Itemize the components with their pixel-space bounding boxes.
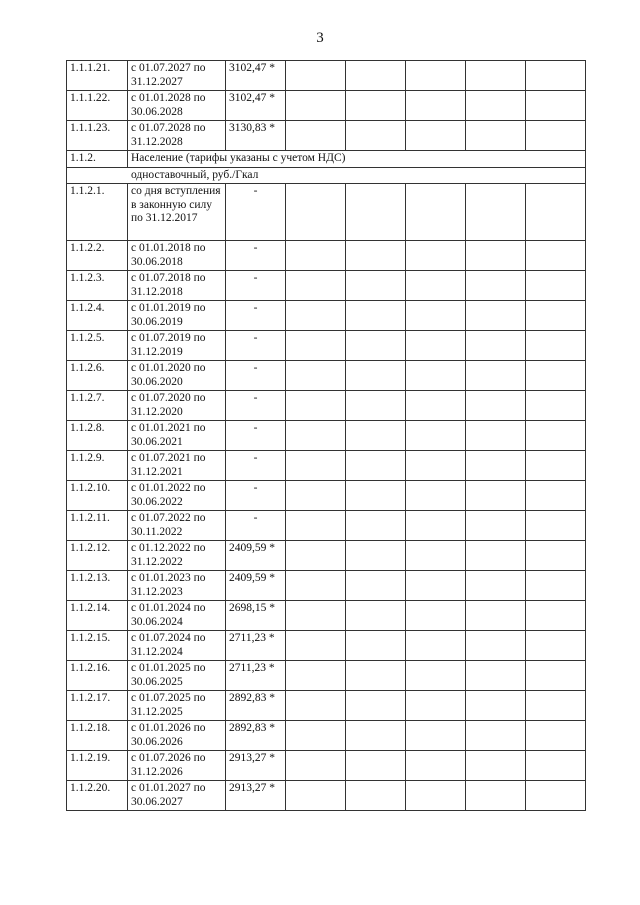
row-code: 1.1.2.8. [67, 421, 128, 451]
empty-cell [406, 541, 466, 571]
empty-cell [346, 781, 406, 811]
empty-cell [346, 391, 406, 421]
row-code: 1.1.2.12. [67, 541, 128, 571]
row-value: 3102,47 * [226, 91, 286, 121]
empty-cell [286, 481, 346, 511]
empty-cell [346, 511, 406, 541]
table-row [67, 61, 586, 91]
empty-cell [466, 361, 526, 391]
empty-cell [286, 301, 346, 331]
empty-cell [466, 271, 526, 301]
empty-cell [286, 751, 346, 781]
empty-cell [406, 601, 466, 631]
row-code: 1.1.2.5. [67, 331, 128, 361]
empty-cell [526, 61, 586, 91]
table-row [67, 601, 586, 631]
empty-cell [406, 301, 466, 331]
empty-cell [466, 571, 526, 601]
row-period: со дня вступления в законную силу по 31.12.2017 [128, 184, 226, 241]
table-row [67, 691, 586, 721]
table-row [67, 481, 586, 511]
empty-cell [526, 781, 586, 811]
row-code: 1.1.2.16. [67, 661, 128, 691]
empty-cell [406, 61, 466, 91]
row-code: 1.1.1.22. [67, 91, 128, 121]
row-code: 1.1.2.3. [67, 271, 128, 301]
empty-cell [406, 751, 466, 781]
empty-cell [346, 601, 406, 631]
row-value: 2711,23 * [226, 631, 286, 661]
empty-cell [526, 631, 586, 661]
row-value: - [226, 391, 286, 421]
row-code: 1.1.2.15. [67, 631, 128, 661]
empty-cell [346, 631, 406, 661]
empty-cell [286, 691, 346, 721]
empty-cell [466, 331, 526, 361]
empty-cell [346, 541, 406, 571]
empty-cell [286, 91, 346, 121]
empty-cell [286, 601, 346, 631]
row-value: 2913,27 * [226, 751, 286, 781]
empty-cell [526, 721, 586, 751]
empty-cell [526, 421, 586, 451]
row-code: 1.1.2.20. [67, 781, 128, 811]
empty-cell [526, 451, 586, 481]
empty-cell [346, 481, 406, 511]
empty-cell [406, 511, 466, 541]
row-value: 2711,23 * [226, 661, 286, 691]
row-period: с 01.07.2027 по 31.12.2027 [128, 61, 226, 91]
empty-cell [286, 451, 346, 481]
table-row [67, 751, 586, 781]
page-number: 3 [316, 30, 324, 46]
empty-cell [286, 781, 346, 811]
row-code: 1.1.2.1. [67, 184, 128, 241]
empty-cell [406, 481, 466, 511]
empty-cell [406, 331, 466, 361]
row-period: с 01.07.2024 по 31.12.2024 [128, 631, 226, 661]
empty-cell [286, 61, 346, 91]
empty-cell [466, 601, 526, 631]
row-code: 1.1.2.10. [67, 481, 128, 511]
empty-cell [346, 751, 406, 781]
row-period: с 01.01.2025 по 30.06.2025 [128, 661, 226, 691]
row-code: 1.1.2.7. [67, 391, 128, 421]
row-code: 1.1.2.2. [67, 241, 128, 271]
table-row [67, 331, 586, 361]
empty-cell [346, 61, 406, 91]
tariff-rows-bottom [67, 184, 586, 811]
row-value: - [226, 301, 286, 331]
table-row [67, 271, 586, 301]
empty-cell [346, 331, 406, 361]
empty-cell [286, 361, 346, 391]
empty-cell [406, 451, 466, 481]
row-code: 1.1.2.17. [67, 691, 128, 721]
row-value: - [226, 361, 286, 391]
empty-cell [406, 91, 466, 121]
table-row [67, 301, 586, 331]
empty-cell [346, 571, 406, 601]
row-period: с 01.01.2018 по 30.06.2018 [128, 241, 226, 271]
table-row [67, 451, 586, 481]
empty-cell [526, 361, 586, 391]
empty-cell [406, 184, 466, 241]
empty-cell [466, 184, 526, 241]
empty-cell [346, 301, 406, 331]
row-code: 1.1.2.9. [67, 451, 128, 481]
empty-cell [526, 751, 586, 781]
empty-cell [286, 241, 346, 271]
row-code: 1.1.2.4. [67, 301, 128, 331]
empty-cell [286, 661, 346, 691]
row-value: - [226, 451, 286, 481]
empty-cell [286, 571, 346, 601]
empty-cell [466, 541, 526, 571]
tariff-rows-top [67, 61, 586, 151]
empty-cell [466, 61, 526, 91]
row-period: с 01.07.2025 по 31.12.2025 [128, 691, 226, 721]
row-period: с 01.07.2022 по 30.11.2022 [128, 511, 226, 541]
empty-cell [466, 481, 526, 511]
table-row [67, 121, 586, 151]
row-value: 3130,83 * [226, 121, 286, 151]
empty-cell [526, 691, 586, 721]
empty-cell [346, 241, 406, 271]
empty-cell [526, 184, 586, 241]
row-value: 3102,47 * [226, 61, 286, 91]
empty-cell [286, 271, 346, 301]
empty-cell [406, 271, 466, 301]
table-row [67, 511, 586, 541]
section-header [67, 151, 586, 184]
table-row [67, 421, 586, 451]
row-value: 2913,27 * [226, 781, 286, 811]
row-value: - [226, 184, 286, 241]
row-period: с 01.01.2024 по 30.06.2024 [128, 601, 226, 631]
row-value: - [226, 241, 286, 271]
empty-cell [406, 421, 466, 451]
tariff-table [66, 60, 586, 811]
section-code: 1.1.2. [67, 151, 128, 168]
row-value: 2892,83 * [226, 721, 286, 751]
empty-cell [286, 721, 346, 751]
row-period: с 01.01.2019 по 30.06.2019 [128, 301, 226, 331]
table-row [67, 661, 586, 691]
table-row [67, 184, 586, 241]
section-title: Население (тарифы указаны с учетом НДС) [128, 151, 586, 168]
empty-cell [466, 241, 526, 271]
empty-cell [466, 451, 526, 481]
empty-cell [466, 391, 526, 421]
row-period: с 01.07.2026 по 31.12.2026 [128, 751, 226, 781]
empty-cell [526, 511, 586, 541]
empty-cell [466, 661, 526, 691]
row-period: с 01.01.2027 по 30.06.2027 [128, 781, 226, 811]
empty-cell [466, 421, 526, 451]
empty-cell [526, 241, 586, 271]
empty-cell [406, 631, 466, 661]
empty-cell [466, 691, 526, 721]
row-period: с 01.12.2022 по 31.12.2022 [128, 541, 226, 571]
empty-cell [526, 541, 586, 571]
row-period: с 01.07.2020 по 31.12.2020 [128, 391, 226, 421]
row-value: - [226, 271, 286, 301]
empty-cell [346, 691, 406, 721]
row-period: с 01.01.2023 по 31.12.2023 [128, 571, 226, 601]
row-code: 1.1.2.11. [67, 511, 128, 541]
empty-cell [466, 121, 526, 151]
row-period: с 01.01.2020 по 30.06.2020 [128, 361, 226, 391]
empty-cell [286, 391, 346, 421]
empty-cell [466, 781, 526, 811]
empty-cell [286, 631, 346, 661]
empty-cell [286, 121, 346, 151]
empty-cell [526, 301, 586, 331]
empty-cell [466, 721, 526, 751]
table-row [67, 241, 586, 271]
empty-cell [526, 271, 586, 301]
empty-cell [346, 451, 406, 481]
row-period: с 01.01.2026 по 30.06.2026 [128, 721, 226, 751]
row-value: 2409,59 * [226, 541, 286, 571]
empty-cell [466, 511, 526, 541]
row-value: 2698,15 * [226, 601, 286, 631]
empty-cell [406, 121, 466, 151]
empty-cell [286, 511, 346, 541]
empty-cell [286, 331, 346, 361]
row-code: 1.1.2.6. [67, 361, 128, 391]
empty-cell [406, 781, 466, 811]
table-row [67, 391, 586, 421]
table-row [67, 91, 586, 121]
empty-cell [406, 391, 466, 421]
row-period: с 01.07.2018 по 31.12.2018 [128, 271, 226, 301]
empty-cell [466, 631, 526, 661]
row-value: - [226, 331, 286, 361]
empty-cell [406, 361, 466, 391]
empty-cell [286, 421, 346, 451]
row-period: с 01.01.2028 по 30.06.2028 [128, 91, 226, 121]
empty-cell [466, 301, 526, 331]
row-code: 1.1.2.14. [67, 601, 128, 631]
row-value: - [226, 421, 286, 451]
row-code: 1.1.2.13. [67, 571, 128, 601]
table-row [67, 541, 586, 571]
empty-cell [406, 661, 466, 691]
empty-cell [346, 421, 406, 451]
empty-cell [526, 331, 586, 361]
empty-cell [346, 361, 406, 391]
row-code: 1.1.1.21. [67, 61, 128, 91]
row-code: 1.1.2.18. [67, 721, 128, 751]
row-period: с 01.07.2028 по 31.12.2028 [128, 121, 226, 151]
row-value: - [226, 481, 286, 511]
row-period: с 01.07.2021 по 31.12.2021 [128, 451, 226, 481]
table-row [67, 781, 586, 811]
row-value: - [226, 511, 286, 541]
empty-cell [286, 184, 346, 241]
empty-cell [466, 91, 526, 121]
empty-cell [346, 721, 406, 751]
table-row [67, 361, 586, 391]
empty-cell [286, 541, 346, 571]
empty-cell [526, 121, 586, 151]
empty-cell [526, 661, 586, 691]
row-code: 1.1.1.23. [67, 121, 128, 151]
empty-cell [466, 751, 526, 781]
empty-cell [526, 481, 586, 511]
empty-cell [346, 121, 406, 151]
empty-cell [406, 721, 466, 751]
row-code: 1.1.2.19. [67, 751, 128, 781]
empty-cell [526, 91, 586, 121]
table-row [67, 631, 586, 661]
empty-cell [526, 391, 586, 421]
empty-cell [406, 241, 466, 271]
empty-cell [526, 601, 586, 631]
row-period: с 01.07.2019 по 31.12.2019 [128, 331, 226, 361]
empty-cell [346, 91, 406, 121]
empty-cell [406, 691, 466, 721]
row-period: с 01.01.2022 по 30.06.2022 [128, 481, 226, 511]
empty-cell [346, 184, 406, 241]
empty-cell [346, 661, 406, 691]
row-period: с 01.01.2021 по 30.06.2021 [128, 421, 226, 451]
row-value: 2892,83 * [226, 691, 286, 721]
empty-cell [526, 571, 586, 601]
section-subtitle: одноставочный, руб./Гкал [67, 167, 586, 184]
table-row [67, 571, 586, 601]
empty-cell [346, 271, 406, 301]
row-value: 2409,59 * [226, 571, 286, 601]
empty-cell [406, 571, 466, 601]
table-row [67, 721, 586, 751]
